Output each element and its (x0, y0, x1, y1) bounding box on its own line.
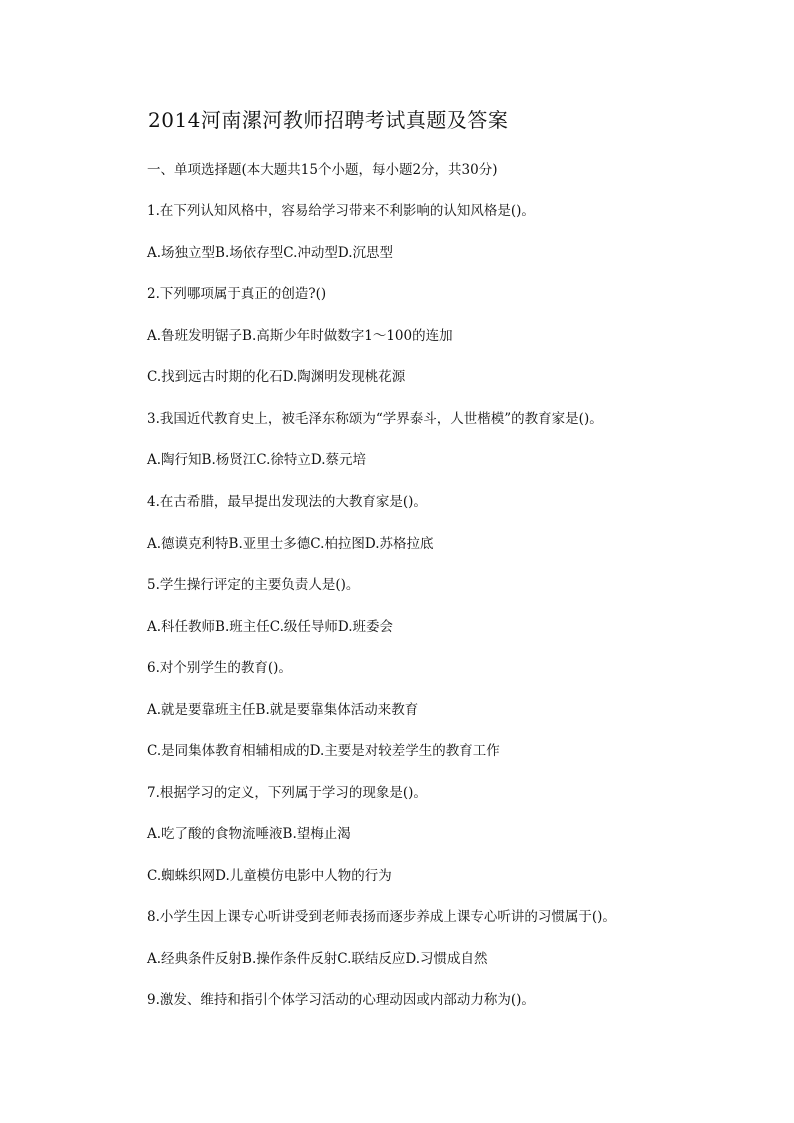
question-1: 1.在下列认知风格中，容易给学习带来不利影响的认知风格是()。 (147, 203, 535, 219)
question-2: 2.下列哪项属于真正的创造?() (147, 286, 327, 302)
question-7-options-b: C.蜘蛛织网D.儿童模仿电影中人物的行为 (147, 868, 392, 884)
question-4: 4.在古希腊，最早提出发现法的大教育家是()。 (147, 494, 427, 510)
question-3: 3.我国近代教育史上，被毛泽东称颂为“学界泰斗，人世楷模”的教育家是()。 (147, 411, 603, 427)
question-8: 8.小学生因上课专心听讲受到老师表扬而逐步养成上课专心听讲的习惯属于()。 (147, 909, 616, 925)
document-title: 2014河南漯河教师招聘考试真题及答案 (148, 108, 509, 132)
question-5-options: A.科任教师B.班主任C.级任导师D.班委会 (147, 619, 394, 635)
question-2-options-a: A.鲁班发明锯子B.高斯少年时做数字1～100的连加 (147, 328, 453, 344)
question-5: 5.学生操行评定的主要负责人是()。 (147, 577, 360, 593)
question-6-options-b: C.是同集体教育相辅相成的D.主要是对较差学生的教育工作 (147, 743, 500, 759)
question-6-options-a: A.就是要靠班主任B.就是要靠集体活动来教育 (147, 702, 419, 718)
question-7: 7.根据学习的定义，下列属于学习的现象是()。 (147, 785, 427, 801)
question-2-options-b: C.找到远古时期的化石D.陶渊明发现桃花源 (147, 369, 406, 385)
question-8-options: A.经典条件反射B.操作条件反射C.联结反应D.习惯成自然 (147, 951, 488, 967)
question-3-options: A.陶行知B.杨贤江C.徐特立D.蔡元培 (147, 452, 367, 468)
question-9: 9.激发、维持和指引个体学习活动的心理动因或内部动力称为()。 (147, 992, 535, 1008)
question-7-options-a: A.吃了酸的食物流唾液B.望梅止渴 (147, 826, 351, 842)
question-4-options: A.德谟克利特B.亚里士多德C.柏拉图D.苏格拉底 (147, 536, 434, 552)
question-6: 6.对个别学生的教育()。 (147, 660, 292, 676)
section-heading: 一、单项选择题(本大题共15个小题，每小题2分，共30分) (147, 162, 498, 178)
question-1-options: A.场独立型B.场依存型C.冲动型D.沉思型 (147, 245, 394, 261)
